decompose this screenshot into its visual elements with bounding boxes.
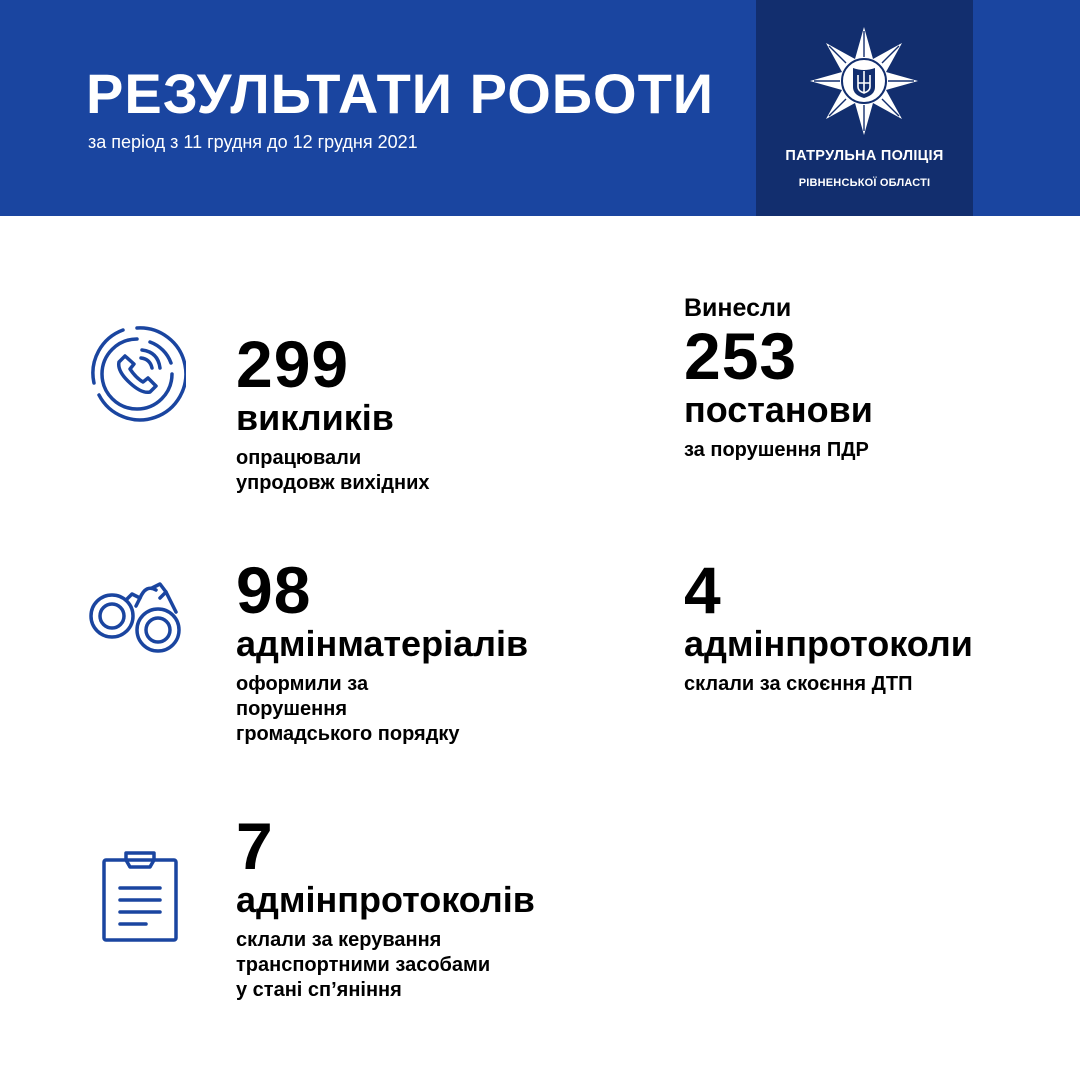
stat-unit: адмінматеріалів (236, 623, 529, 664)
stat-description: за порушення ПДР (684, 439, 869, 461)
stat-accident-protocols (684, 553, 973, 697)
handcuffs-icon (86, 576, 192, 660)
header-banner (0, 0, 1080, 216)
stat-number: 253 (684, 319, 798, 393)
stat-calls (236, 327, 430, 496)
phone-call-icon (88, 325, 186, 423)
stat-unit: викликів (236, 397, 394, 438)
stat-unit: адмінпротоколи (684, 623, 973, 664)
police-star-icon (808, 25, 920, 137)
stat-unit: адмінпротоколів (236, 879, 535, 920)
stat-number: 299 (236, 327, 350, 401)
stat-drunk-driving (236, 809, 535, 1003)
logo-title: ПАТРУЛЬНА ПОЛІЦІЯ (785, 148, 944, 164)
logo-subtitle: РІВНЕНСЬКОЇ ОБЛАСТІ (798, 177, 931, 189)
stat-description: склали за керування транспортними засобами у стані сп’яніння (236, 929, 491, 1001)
stat-unit: постанови (684, 389, 873, 430)
stat-admin-materials (236, 553, 529, 747)
stat-description: склали за скоєння ДТП (684, 673, 913, 695)
stat-description: опрацювали упродовж вихідних (236, 447, 430, 494)
clipboard-icon (100, 850, 180, 944)
stat-number: 98 (236, 553, 312, 627)
police-logo (756, 0, 973, 216)
period-subtitle: за період з 11 грудня до 12 грудня 2021 (88, 132, 418, 152)
stat-description: оформили за порушення громадського порядку (236, 673, 460, 745)
stat-number: 7 (236, 809, 274, 883)
stat-lead: Винесли (684, 294, 792, 322)
stat-resolutions (684, 294, 873, 463)
stat-number: 4 (684, 553, 722, 627)
page-title: РЕЗУЛЬТАТИ РОБОТИ (86, 62, 715, 125)
